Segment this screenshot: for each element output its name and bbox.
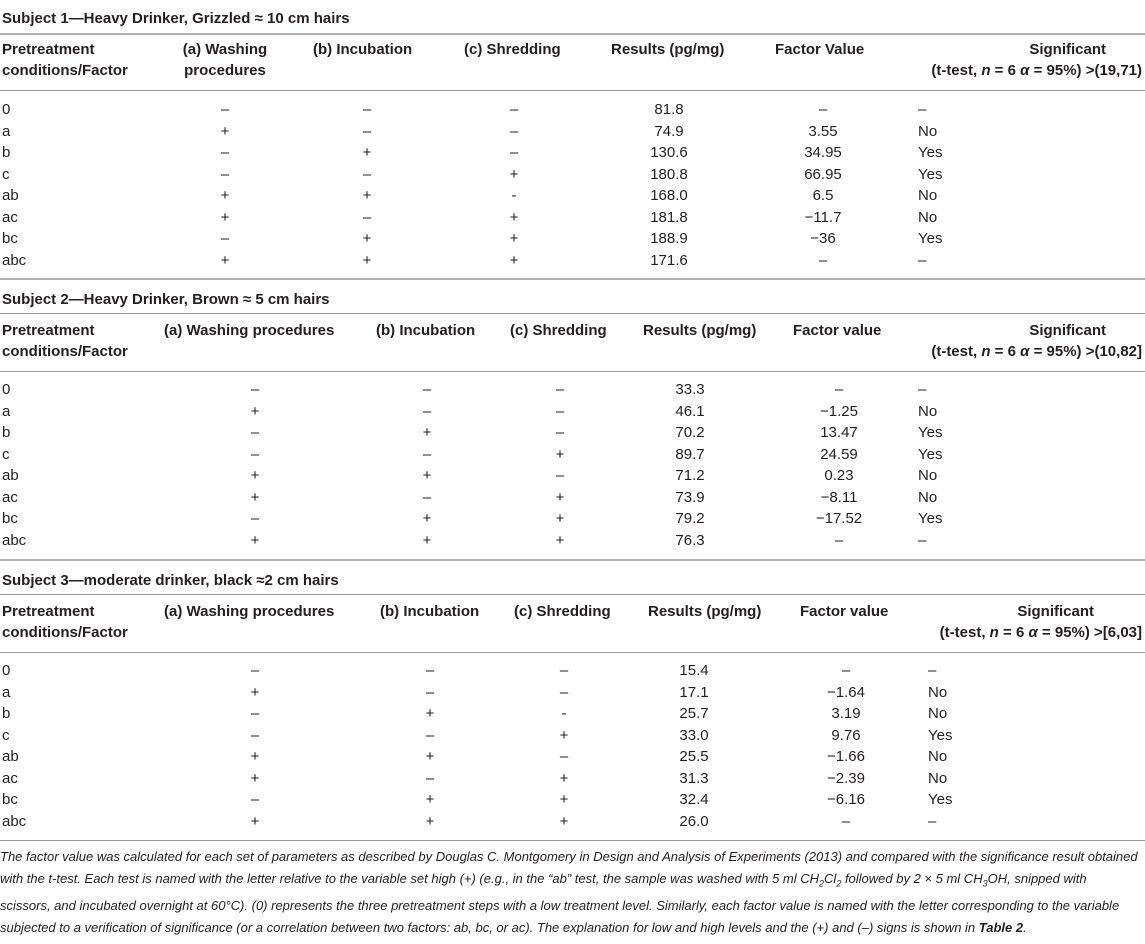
table-row [0, 465, 1145, 487]
incubation-cell: – [425, 769, 435, 787]
header-factor-value: Factor Value [775, 41, 865, 58]
incubation-cell: + [362, 187, 372, 204]
significant-cell: No [928, 683, 948, 701]
shredding-cell: - [561, 705, 567, 722]
washing-cell: – [250, 381, 260, 398]
washing-cell: – [220, 101, 230, 118]
result-cell: 46.1 [675, 402, 705, 420]
header-pretreatment: Pretreatment conditions/Factor [2, 322, 128, 360]
table-row [0, 508, 1145, 530]
factor-cell: bc [2, 510, 18, 527]
table-row [0, 660, 1145, 682]
incubation-cell: – [425, 662, 435, 679]
factor-cell: b [2, 424, 11, 441]
table-row [0, 207, 1145, 229]
result-cell: 33.0 [679, 726, 709, 744]
significant-cell: Yes [928, 791, 953, 808]
shredding-cell: – [559, 748, 569, 765]
incubation-cell: + [422, 531, 432, 549]
factor-value-cell: – [841, 662, 851, 679]
factor-value-cell: 9.76 [831, 726, 861, 744]
shredding-cell: + [509, 165, 519, 183]
washing-cell: + [250, 812, 260, 830]
factor-cell: b [2, 144, 11, 161]
shredding-cell: – [555, 467, 565, 484]
factor-value-cell: – [841, 812, 851, 830]
factor-cell: ac [2, 769, 18, 787]
incubation-cell: – [422, 402, 432, 420]
shredding-cell: + [555, 531, 565, 549]
significant-cell: No [918, 467, 938, 484]
washing-cell: + [220, 187, 230, 204]
factor-cell: ab [2, 187, 19, 204]
table-row [0, 682, 1145, 704]
significant-cell: – [928, 812, 937, 830]
table-footnote: The factor value was calculated for each set of parameters as described by Douglas C. Montgomery in Design and Analysis of Experiments (2013) and compared with the significance result obtained with the t-test. Each test is named with the letter relative to the variable set high (+) (e.g., in the “ab” test, the sample was washed with 5 ml $CH_2Cl_2$ followed by 2 × 5 ml $CH_3OH$, snipped with scissors, and incubated overnight at 60°C). (0) represents the three pretreatment steps with a low treatment level. Similarly, each factor value is named with the letter corresponding to the variable subjected to a verification of significance (or a correlation between two factors: ab, bc, or ac). The explanation for low and high levels and the (+) and (–) signs is shown in Table 2. [0, 849, 1138, 935]
significant-cell: – [918, 101, 927, 118]
incubation-cell: + [422, 467, 432, 484]
factor-value-cell: 34.95 [804, 144, 842, 161]
result-cell: 130.6 [650, 144, 688, 161]
table-row [0, 444, 1145, 466]
shredding-cell: – [559, 662, 569, 679]
factor-cell: abc [2, 531, 27, 549]
factor-value-cell: – [818, 101, 828, 118]
header-shredding: (c) Shredding [510, 322, 607, 339]
subject-title: Subject 1—Heavy Drinker, Grizzled ≈ 10 cm hairs [2, 10, 350, 27]
table-row [0, 164, 1145, 186]
factor-cell: b [2, 705, 11, 722]
washing-cell: – [250, 705, 260, 722]
table-row [0, 789, 1145, 811]
shredding-cell: – [555, 402, 565, 420]
factor-value-cell: 13.47 [820, 424, 858, 441]
factor-cell: a [2, 402, 11, 420]
table-row [0, 401, 1145, 423]
result-cell: 25.5 [679, 748, 709, 765]
significant-cell: No [928, 705, 948, 722]
result-cell: 31.3 [679, 769, 709, 787]
significant-cell: No [918, 402, 938, 420]
table-row [0, 703, 1145, 725]
factor-value-cell: −8.11 [820, 488, 858, 506]
result-cell: 74.9 [654, 122, 684, 140]
significant-cell: No [918, 122, 938, 140]
shredding-cell: + [555, 488, 565, 506]
result-cell: 15.4 [679, 662, 709, 679]
washing-cell: – [220, 144, 230, 161]
washing-cell: + [250, 402, 260, 420]
incubation-cell: + [422, 510, 432, 527]
significant-cell: Yes [918, 424, 943, 441]
header-incubation: (b) Incubation [313, 41, 413, 58]
shredding-cell: – [509, 101, 519, 118]
incubation-cell: – [422, 381, 432, 398]
significant-cell: – [918, 531, 927, 549]
result-cell: 70.2 [675, 424, 705, 441]
rule [0, 90, 1145, 91]
table-row [0, 811, 1145, 833]
result-cell: 17.1 [679, 683, 709, 701]
rule [0, 840, 1145, 841]
header-factor-value: Factor value [793, 322, 882, 339]
table-row [0, 250, 1145, 272]
significant-cell: No [918, 488, 938, 506]
factor-value-cell: – [834, 531, 844, 549]
factor-cell: bc [2, 791, 18, 808]
header-pretreatment: Pretreatment conditions/Factor [2, 603, 128, 641]
table-row [0, 99, 1145, 121]
incubation-cell: + [425, 748, 435, 765]
factor-cell: a [2, 683, 11, 701]
incubation-cell: + [425, 791, 435, 808]
table-row [0, 768, 1145, 790]
significant-cell: – [918, 251, 927, 269]
table-row [0, 121, 1145, 143]
factor-cell: ac [2, 488, 18, 506]
incubation-cell: – [362, 165, 372, 183]
shredding-cell: – [555, 424, 565, 441]
header-pretreatment: Pretreatment conditions/Factor [2, 41, 128, 79]
result-cell: 32.4 [679, 791, 709, 808]
header-washing: (a) Washing procedures [164, 603, 335, 620]
factor-value-cell: −11.7 [804, 208, 842, 226]
factor-cell: ac [2, 208, 18, 226]
shredding-cell: – [555, 381, 565, 398]
table-row [0, 725, 1145, 747]
factor-value-cell: −1.64 [827, 683, 865, 701]
subject-title: Subject 3—moderate drinker, black ≈2 cm hairs [2, 572, 339, 589]
result-cell: 171.6 [650, 251, 688, 269]
factor-value-cell: – [818, 251, 828, 269]
factor-cell: abc [2, 251, 27, 269]
result-cell: 33.3 [675, 381, 705, 398]
washing-cell: – [250, 424, 260, 441]
factor-cell: c [2, 726, 10, 744]
factor-cell: abc [2, 812, 27, 830]
result-cell: 89.7 [675, 445, 705, 463]
result-cell: 73.9 [675, 488, 705, 506]
header-incubation: (b) Incubation [380, 603, 480, 620]
header-shredding: (c) Shredding [514, 603, 611, 620]
significant-cell: No [928, 769, 948, 787]
table-row [0, 379, 1145, 401]
header-significant: Significant (t-test, n = 6 α = 95%) >(19,71) [931, 41, 1142, 79]
header-incubation: (b) Incubation [376, 322, 476, 339]
result-cell: 181.8 [650, 208, 688, 226]
table-row [0, 746, 1145, 768]
result-cell: 71.2 [675, 467, 705, 484]
table-row [0, 422, 1145, 444]
rule [0, 594, 1145, 595]
factor-value-cell: −17.52 [815, 510, 863, 527]
incubation-cell: – [362, 208, 372, 226]
significant-cell: No [918, 208, 938, 226]
factor-value-cell: 6.5 [812, 187, 834, 204]
factor-value-cell: −1.66 [827, 748, 865, 765]
table-row [0, 228, 1145, 250]
result-cell: 180.8 [650, 165, 688, 183]
factor-cell: ab [2, 748, 19, 765]
significant-cell: Yes [918, 165, 943, 183]
washing-cell: + [250, 683, 260, 701]
washing-cell: + [220, 122, 230, 140]
subject-2-block [0, 280, 1145, 560]
factor-value-cell: −1.25 [820, 402, 858, 420]
incubation-cell: – [425, 726, 435, 744]
factor-value-cell: −6.16 [827, 791, 865, 808]
shredding-cell: + [509, 251, 519, 269]
subject-title: Subject 2—Heavy Drinker, Brown ≈ 5 cm hairs [2, 291, 330, 308]
rule [0, 33, 1145, 35]
factor-cell: c [2, 445, 10, 463]
result-cell: 188.9 [650, 230, 688, 247]
subject-2-rows [0, 379, 1145, 551]
incubation-cell: + [362, 230, 372, 247]
incubation-cell: + [362, 251, 372, 269]
significant-cell: – [928, 662, 937, 679]
header-results: Results (pg/mg) [611, 41, 725, 58]
significant-cell: No [928, 748, 948, 765]
table-row [0, 487, 1145, 509]
shredding-cell: + [509, 230, 519, 247]
washing-cell: + [250, 488, 260, 506]
shredding-cell: – [509, 122, 519, 140]
factor-value-cell: −2.39 [827, 769, 865, 787]
table-row [0, 530, 1145, 552]
washing-cell: + [220, 208, 230, 226]
significant-cell: Yes [918, 445, 943, 463]
header-washing: (a) Washing procedures [164, 322, 335, 339]
factor-value-cell: 24.59 [820, 445, 858, 463]
factor-cell: a [2, 122, 11, 140]
factor-value-cell: 66.95 [804, 165, 842, 183]
table-2-reference: Table 2 [978, 919, 1024, 935]
result-cell: 168.0 [650, 187, 688, 204]
shredding-cell: + [555, 510, 565, 527]
result-cell: 26.0 [679, 812, 709, 830]
header-results: Results (pg/mg) [643, 322, 757, 339]
significant-cell: No [918, 187, 938, 204]
washing-cell: + [250, 467, 260, 484]
shredding-cell: - [511, 187, 517, 204]
shredding-cell: + [559, 791, 569, 808]
incubation-cell: + [422, 424, 432, 441]
factor-value-cell: 0.23 [824, 467, 854, 484]
result-cell: 79.2 [675, 510, 705, 527]
significant-cell: Yes [918, 510, 943, 527]
factor-value-cell: −36 [810, 230, 836, 247]
subject-3-block [0, 561, 1145, 841]
washing-cell: – [220, 230, 230, 247]
incubation-cell: – [422, 488, 432, 506]
factor-cell: ab [2, 467, 19, 484]
header-factor-value: Factor value [800, 603, 889, 620]
subject-1-rows [0, 99, 1145, 271]
result-cell: 81.8 [654, 101, 684, 118]
significant-cell: – [918, 381, 927, 398]
incubation-cell: – [362, 101, 372, 118]
shredding-cell: + [555, 445, 565, 463]
incubation-cell: + [425, 812, 435, 830]
factor-cell: 0 [2, 662, 11, 679]
shredding-cell: – [559, 683, 569, 701]
washing-cell: + [220, 251, 230, 269]
incubation-cell: – [362, 122, 372, 140]
subject-1-block [0, 0, 1145, 280]
washing-cell: + [250, 748, 260, 765]
factor-value-cell: – [834, 381, 844, 398]
washing-cell: – [250, 445, 260, 463]
washing-cell: – [250, 510, 260, 527]
shredding-cell: + [509, 208, 519, 226]
washing-cell: – [250, 726, 260, 744]
factor-cell: c [2, 165, 10, 183]
washing-cell: + [250, 769, 260, 787]
washing-cell: – [250, 791, 260, 808]
washing-cell: – [250, 662, 260, 679]
significant-cell: Yes [928, 726, 953, 744]
table-row [0, 185, 1145, 207]
shredding-cell: + [559, 726, 569, 744]
shredding-cell: + [559, 812, 569, 830]
shredding-cell: – [509, 144, 519, 161]
factor-value-cell: 3.55 [808, 122, 838, 140]
subject-3-rows [0, 660, 1145, 832]
shredding-cell: + [559, 769, 569, 787]
result-cell: 76.3 [675, 531, 705, 549]
header-shredding: (c) Shredding [464, 41, 561, 58]
factor-cell: bc [2, 230, 18, 247]
factor-cell: 0 [2, 381, 11, 398]
factor-value-cell: 3.19 [831, 705, 861, 722]
rule [0, 313, 1145, 314]
table-row [0, 142, 1145, 164]
header-significant: Significant (t-test, n = 6 α = 95%) >(10,82] [931, 322, 1142, 360]
header-results: Results (pg/mg) [648, 603, 762, 620]
washing-cell: – [220, 165, 230, 183]
header-significant: Significant (t-test, n = 6 α = 95%) >[6,03] [939, 603, 1142, 641]
factor-cell: 0 [2, 101, 11, 118]
significant-cell: Yes [918, 144, 943, 161]
incubation-cell: + [362, 144, 372, 161]
rule [0, 371, 1145, 372]
washing-cell: + [250, 531, 260, 549]
significant-cell: Yes [918, 230, 943, 247]
header-washing: (a) Washing procedures [182, 41, 268, 79]
rule [0, 652, 1145, 653]
incubation-cell: – [422, 445, 432, 463]
incubation-cell: – [425, 683, 435, 701]
result-cell: 25.7 [679, 705, 709, 722]
incubation-cell: + [425, 705, 435, 722]
